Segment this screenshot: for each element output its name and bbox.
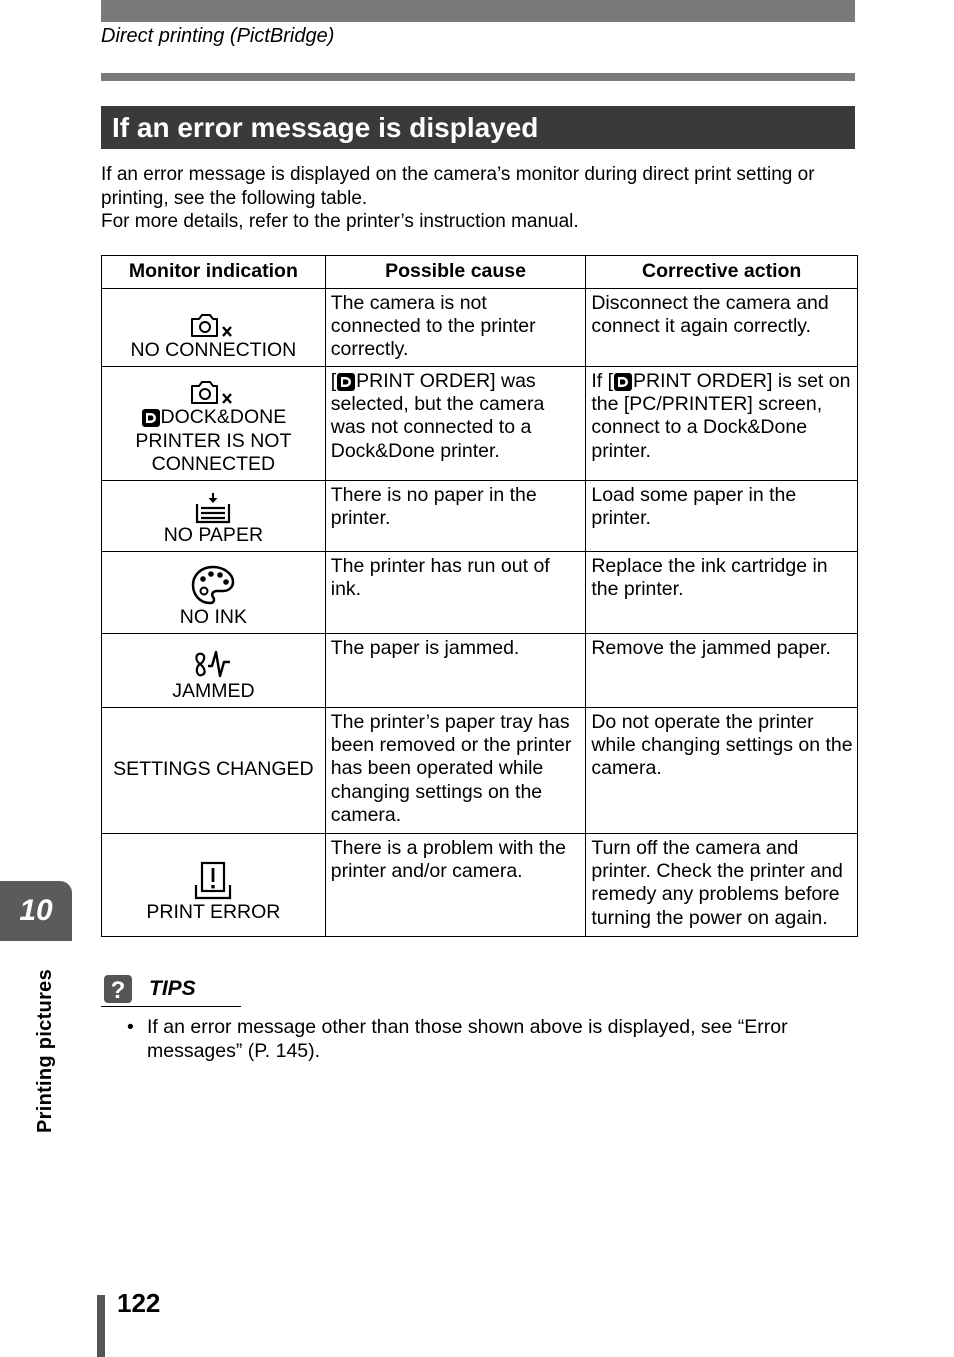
monitor-text: NO PAPER [163, 523, 264, 546]
table-row [102, 708, 858, 834]
table-row [102, 367, 858, 481]
header-monitor-indication: Monitor indication [102, 256, 326, 289]
page-number-bar [97, 1295, 105, 1357]
action-cell: Turn off the camera and printer. Check the printer and remedy any problems before turning the power on again. [586, 834, 858, 937]
table-header-row [102, 256, 858, 289]
tips-header [101, 972, 241, 1007]
monitor-cell [102, 834, 326, 937]
action-cell: Replace the ink cartridge in the printer. [586, 552, 858, 634]
intro-text [101, 163, 861, 234]
action-cell [586, 367, 858, 481]
monitor-cell [102, 289, 326, 367]
table-row [102, 634, 858, 708]
error-table [101, 255, 858, 937]
print-error-icon [193, 861, 233, 901]
chapter-label: Printing pictures [34, 968, 56, 1133]
cause-cell [325, 367, 586, 481]
action-cell: Disconnect the camera and connect it again correctly. [586, 289, 858, 367]
jammed-icon [192, 648, 234, 680]
cause-cell: The paper is jammed. [325, 634, 586, 708]
list-item [101, 1016, 841, 1063]
monitor-text: SETTINGS CHANGED [113, 758, 314, 781]
intro-paragraph-1: If an error message is displayed on the camera’s monitor during direct print setting or printing, see the following table. [101, 164, 815, 209]
table-row [102, 289, 858, 367]
table-row [102, 552, 858, 634]
no-paper-icon [193, 492, 233, 524]
top-bar [101, 0, 855, 22]
monitor-cell [102, 708, 326, 834]
monitor-text: PRINTER IS NOT CONNECTED [135, 429, 292, 475]
svg-text:?: ? [110, 977, 126, 1004]
monitor-text: JAMMED [172, 679, 255, 702]
action-cell: Load some paper in the printer. [586, 481, 858, 552]
header-possible-cause: Possible cause [325, 256, 586, 289]
monitor-cell [102, 481, 326, 552]
monitor-text: NO INK [179, 605, 247, 628]
chapter-tab: 10 [0, 881, 72, 941]
cause-text: PRINT ORDER] was selected, but the camera was not connected to a Dock&Done printer. [330, 370, 545, 462]
section-header: Direct printing (PictBridge) [101, 25, 335, 47]
camera-x-icon [188, 380, 238, 406]
action-text: PRINT ORDER] is set on the [PC/PRINTER] screen, connect to a Dock&Done printer. [591, 370, 851, 462]
action-prefix: If [ [591, 370, 614, 392]
cause-cell: The camera is not connected to the printer correctly. [325, 289, 586, 367]
monitor-text: DOCK&DONE [160, 406, 287, 429]
page-number: 122 [117, 1288, 161, 1318]
monitor-cell [102, 552, 326, 634]
cause-cell: There is no paper in the printer. [325, 481, 586, 552]
page-title: If an error message is displayed [101, 106, 855, 149]
action-cell: Do not operate the printer while changing settings on the camera. [586, 708, 858, 834]
question-icon [103, 974, 133, 1004]
cause-prefix: [ [330, 370, 337, 392]
table-row [102, 481, 858, 552]
header-rule [101, 73, 855, 81]
monitor-text: NO CONNECTION [130, 338, 297, 361]
cause-cell: There is a problem with the printer and/or camera. [325, 834, 586, 937]
monitor-cell [102, 634, 326, 708]
monitor-cell [102, 367, 326, 481]
bullet: • [127, 1016, 134, 1038]
dock-print-icon [613, 372, 633, 392]
palette-icon [190, 564, 236, 606]
header-corrective-action: Corrective action [586, 256, 858, 289]
dock-print-icon [141, 408, 161, 428]
cause-cell: The printer has run out of ink. [325, 552, 586, 634]
cause-cell: The printer’s paper tray has been removed or the printer has been operated while changing settings on the camera. [325, 708, 586, 834]
tip-text: If an error message other than those shown above is displayed, see “Error messages” (P. 145). [147, 1016, 788, 1062]
dock-print-icon [336, 372, 356, 392]
monitor-text: PRINT ERROR [146, 900, 281, 923]
camera-x-icon [188, 313, 238, 339]
intro-paragraph-2: For more details, refer to the printer’s instruction manual. [101, 211, 579, 232]
action-cell: Remove the jammed paper. [586, 634, 858, 708]
table-row [102, 834, 858, 937]
tips-label: TIPS [149, 977, 196, 1000]
tips-list [101, 1016, 841, 1063]
